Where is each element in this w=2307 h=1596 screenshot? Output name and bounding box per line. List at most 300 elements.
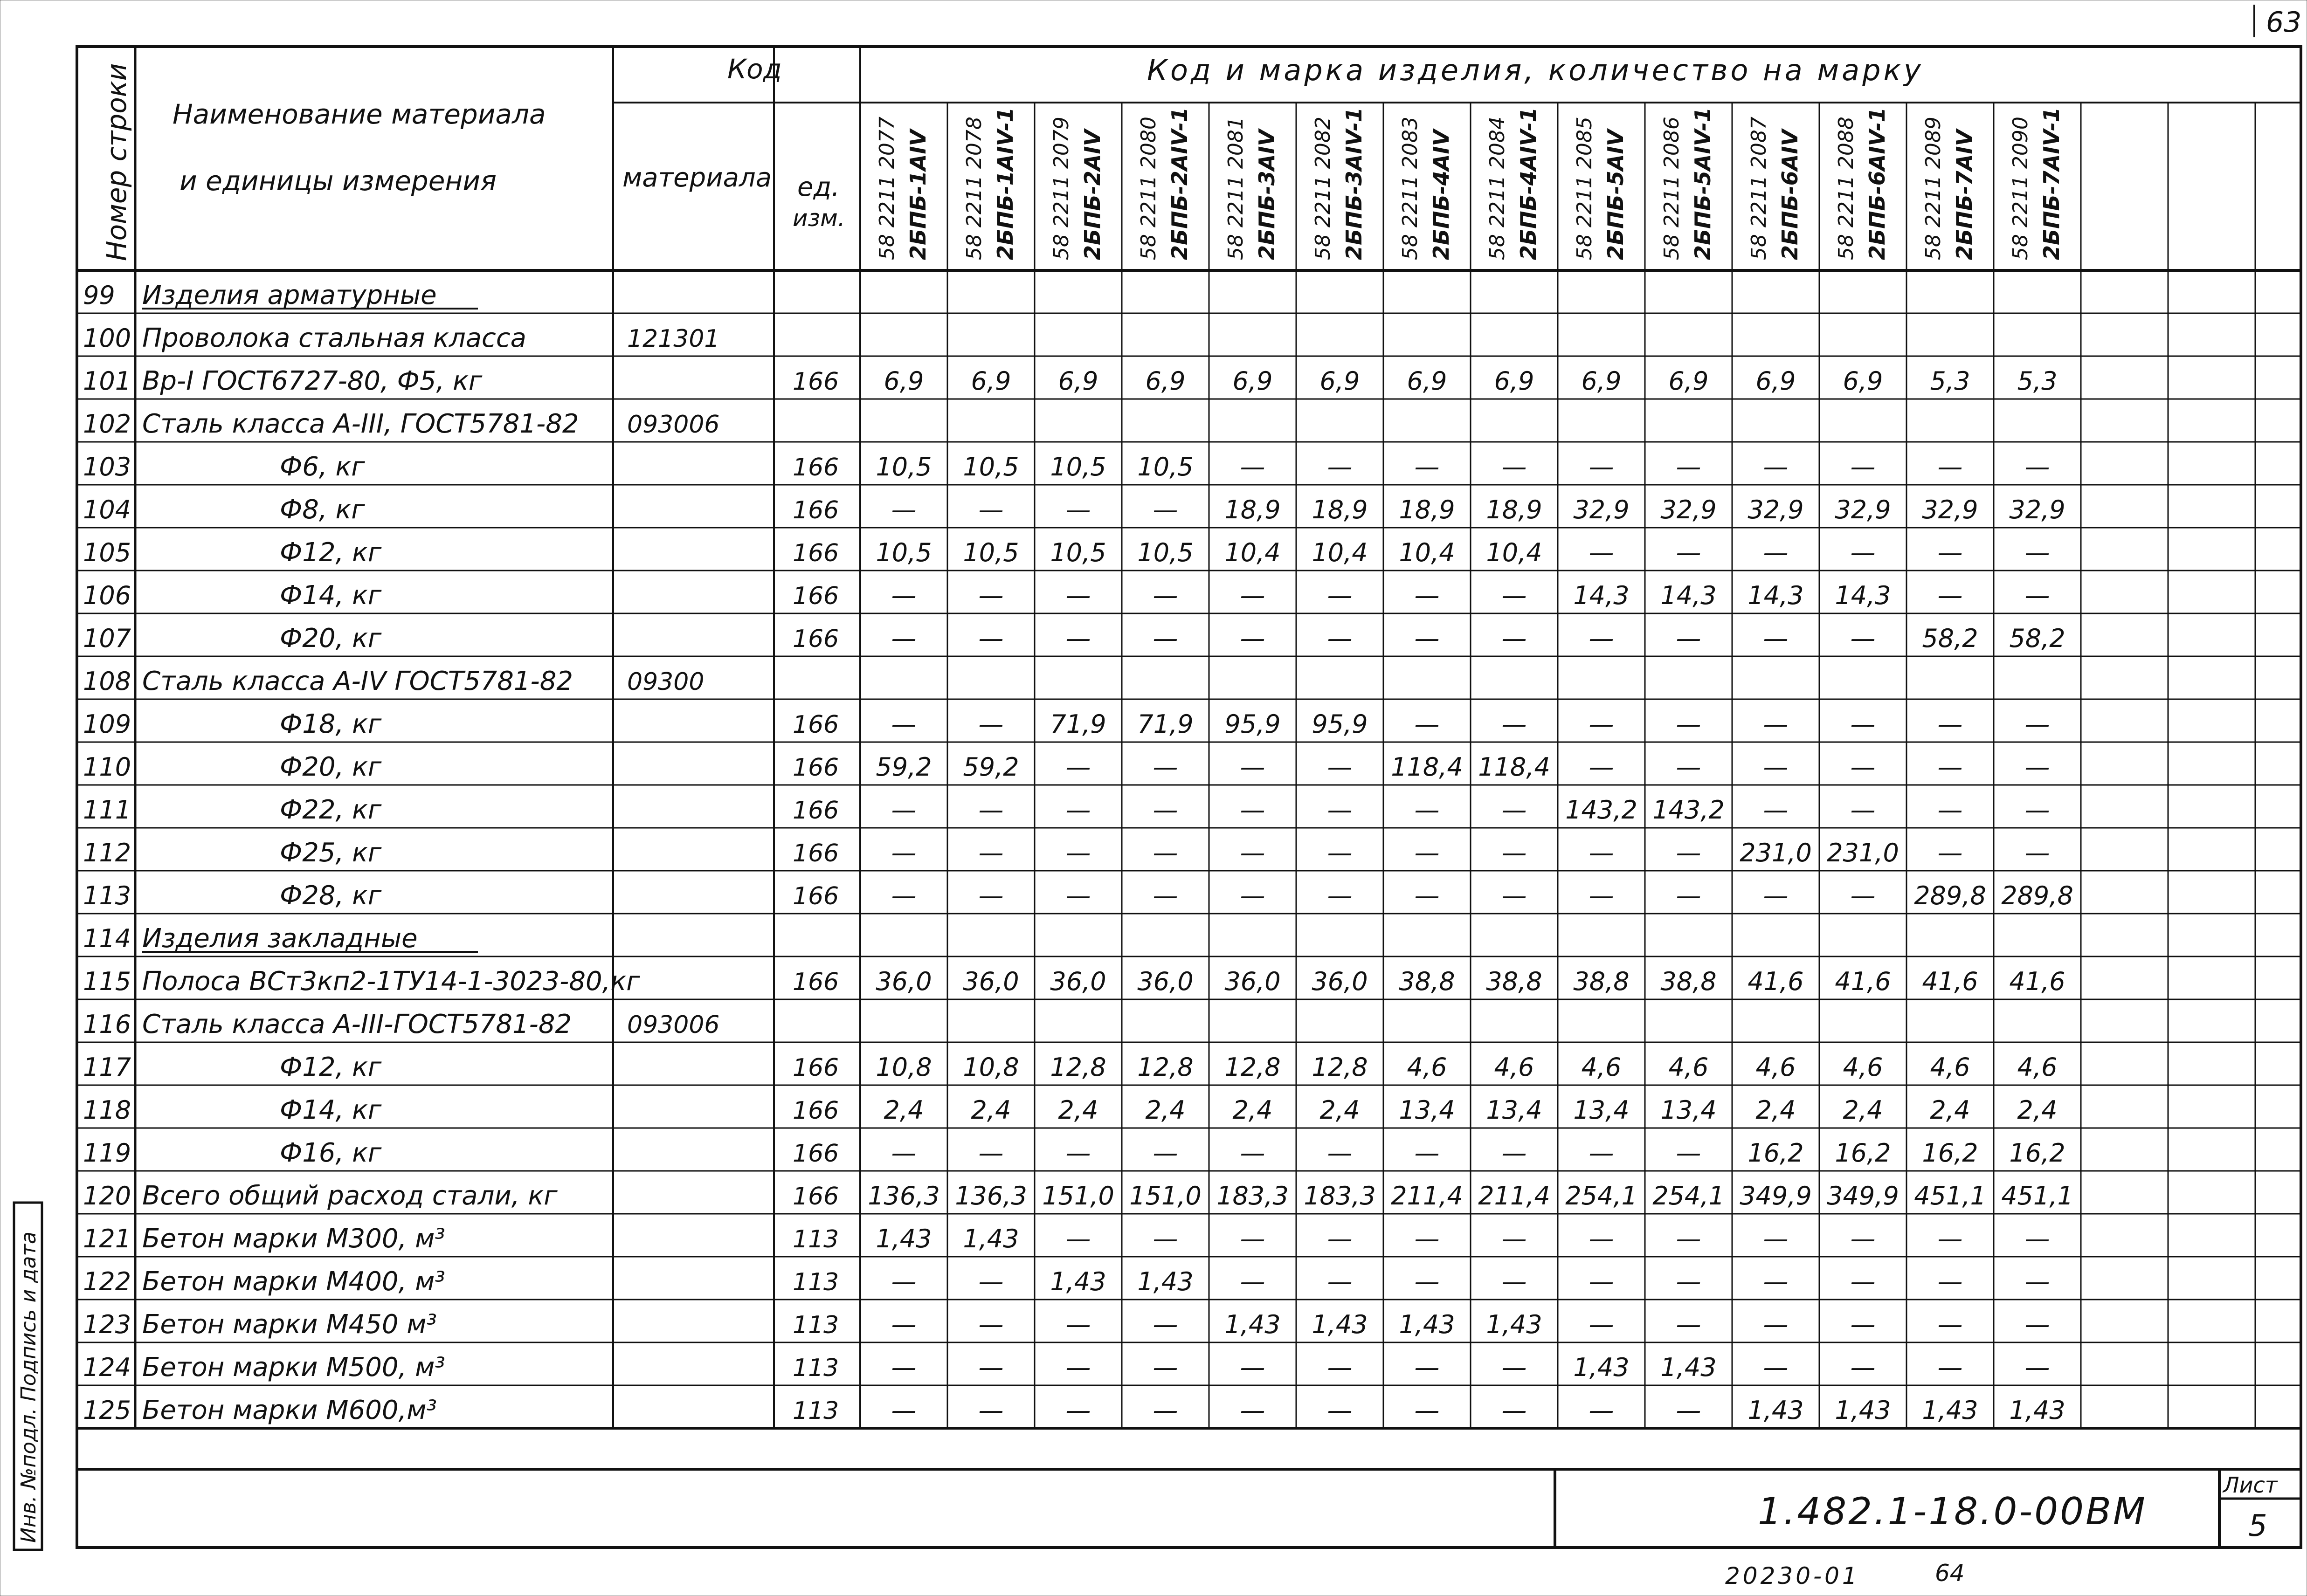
table-row bbox=[83, 280, 478, 310]
quantity-cell: — bbox=[1327, 752, 1353, 782]
material-name: Изделия арматурные bbox=[142, 280, 437, 310]
quantity-cell: — bbox=[2024, 452, 2050, 482]
quantity-cell: — bbox=[978, 581, 1004, 610]
quantity-cell: — bbox=[1240, 1224, 1265, 1253]
row-number: 106 bbox=[83, 581, 131, 610]
quantity-cell: 32,9 bbox=[1835, 495, 1891, 524]
quantity-cell: 10,4 bbox=[1312, 538, 1368, 567]
quantity-cell: — bbox=[1501, 795, 1527, 825]
quantity-cell: — bbox=[1763, 452, 1789, 482]
quantity-cell: 211,4 bbox=[1478, 1181, 1550, 1211]
row-number: 113 bbox=[83, 881, 131, 910]
quantity-cell: 32,9 bbox=[1748, 495, 1804, 524]
quantity-cell: — bbox=[1240, 1138, 1265, 1168]
unit-code: 166 bbox=[793, 797, 839, 825]
quantity-cell: — bbox=[2024, 795, 2050, 825]
side-stamp-text: Инв. №подл. Подпись и дата bbox=[17, 1231, 41, 1543]
quantity-cell: 16,2 bbox=[1835, 1138, 1891, 1168]
quantity-cell: 18,9 bbox=[1486, 495, 1542, 524]
quantity-cell: 71,9 bbox=[1050, 709, 1106, 739]
quantity-cell: 10,4 bbox=[1486, 538, 1542, 567]
row-number: 125 bbox=[83, 1396, 131, 1425]
product-code: 58 2211 2078 bbox=[962, 117, 986, 260]
unit-code: 113 bbox=[793, 1311, 839, 1339]
unit-code: 166 bbox=[793, 496, 839, 524]
quantity-cell: 32,9 bbox=[1573, 495, 1630, 524]
quantity-cell: 2,4 bbox=[1232, 1095, 1273, 1125]
quantity-cell: 14,3 bbox=[1748, 581, 1804, 610]
quantity-cell: 1,43 bbox=[1137, 1267, 1194, 1296]
quantity-cell: 12,8 bbox=[1224, 1053, 1281, 1082]
material-name: Ф16, кг bbox=[280, 1138, 382, 1168]
quantity-cell: — bbox=[1065, 1396, 1091, 1425]
product-mark: 2БПБ-5АIV-1 bbox=[1690, 107, 1715, 260]
product-code: 58 2211 2077 bbox=[875, 117, 899, 260]
row-number: 101 bbox=[83, 366, 131, 396]
product-mark: 2БПБ-1АIV bbox=[905, 129, 931, 260]
material-name: Ф14, кг bbox=[280, 1095, 382, 1125]
row-number: 102 bbox=[83, 409, 131, 439]
quantity-cell: — bbox=[891, 1138, 917, 1168]
quantity-cell: 1,43 bbox=[1660, 1353, 1717, 1382]
quantity-cell: — bbox=[1153, 881, 1178, 910]
quantity-cell: — bbox=[1065, 1310, 1091, 1339]
quantity-cell: — bbox=[2024, 1310, 2050, 1339]
unit-code: 166 bbox=[793, 625, 839, 653]
quantity-cell: — bbox=[2024, 538, 2050, 567]
quantity-cell: — bbox=[891, 495, 917, 524]
unit-code: 166 bbox=[793, 582, 839, 610]
quantity-cell: — bbox=[1850, 709, 1876, 739]
product-mark: 2БПБ-5АIV bbox=[1603, 129, 1628, 260]
quantity-cell: 10,5 bbox=[963, 452, 1019, 482]
quantity-cell: 14,3 bbox=[1835, 581, 1891, 610]
quantity-cell: 151,0 bbox=[1129, 1181, 1202, 1211]
quantity-cell: — bbox=[1850, 538, 1876, 567]
quantity-cell: — bbox=[1327, 1224, 1353, 1253]
quantity-cell: 16,2 bbox=[1922, 1138, 1978, 1168]
quantity-cell: — bbox=[1414, 838, 1440, 867]
product-mark: 2БПБ-2АIV bbox=[1080, 129, 1105, 260]
quantity-cell: 2,4 bbox=[1843, 1095, 1883, 1125]
material-name: Полоса ВСт3кп2-1ТУ14-1-3023-80,кг bbox=[142, 966, 640, 997]
quantity-cell: 38,8 bbox=[1399, 967, 1455, 996]
quantity-cell: — bbox=[891, 1310, 917, 1339]
quantity-cell: — bbox=[1414, 1353, 1440, 1382]
row-number: 116 bbox=[83, 1010, 131, 1039]
quantity-cell: — bbox=[1676, 1224, 1701, 1253]
product-code: 58 2211 2089 bbox=[1921, 117, 1945, 260]
quantity-cell: — bbox=[1589, 838, 1614, 867]
quantity-cell: — bbox=[1240, 752, 1265, 782]
quantity-cell: — bbox=[1501, 881, 1527, 910]
quantity-cell: 1,43 bbox=[1835, 1396, 1891, 1425]
quantity-cell: 41,6 bbox=[1748, 967, 1804, 996]
quantity-cell: 14,3 bbox=[1660, 581, 1717, 610]
quantity-cell: — bbox=[1589, 1267, 1614, 1296]
quantity-cell: — bbox=[1501, 581, 1527, 610]
quantity-cell: 10,5 bbox=[1050, 538, 1106, 567]
quantity-cell: — bbox=[1937, 795, 1963, 825]
row-number: 105 bbox=[83, 538, 131, 567]
quantity-cell: — bbox=[891, 624, 917, 653]
table-row bbox=[83, 580, 2050, 611]
archive-number: 20230-01 bbox=[1725, 1562, 1860, 1589]
quantity-cell: — bbox=[1240, 624, 1265, 653]
quantity-cell: — bbox=[1501, 1138, 1527, 1168]
quantity-cell: — bbox=[1065, 624, 1091, 653]
quantity-cell: 143,2 bbox=[1565, 795, 1637, 825]
row-number: 123 bbox=[83, 1310, 131, 1339]
unit-code: 166 bbox=[793, 1140, 839, 1168]
quantity-cell: — bbox=[1501, 452, 1527, 482]
quantity-cell: — bbox=[891, 709, 917, 739]
quantity-cell: 58,2 bbox=[2009, 624, 2065, 653]
quantity-cell: 4,6 bbox=[1668, 1053, 1709, 1082]
code-header: Код bbox=[727, 53, 782, 85]
material-code: 09300 bbox=[627, 668, 705, 696]
table-row bbox=[83, 366, 2057, 396]
quantity-cell: — bbox=[1937, 581, 1963, 610]
row-number: 124 bbox=[83, 1353, 131, 1382]
quantity-cell: 6,9 bbox=[1494, 366, 1534, 396]
product-code: 58 2211 2090 bbox=[2009, 117, 2032, 260]
material-name: Ф25, кг bbox=[280, 838, 382, 868]
quantity-cell: — bbox=[2024, 709, 2050, 739]
quantity-cell: — bbox=[1414, 452, 1440, 482]
quantity-cell: 4,6 bbox=[2017, 1053, 2058, 1082]
quantity-cell: — bbox=[1501, 709, 1527, 739]
quantity-cell: — bbox=[1327, 1353, 1353, 1382]
unit-code: 113 bbox=[793, 1268, 839, 1296]
material-name: Бетон марки М450 м³ bbox=[142, 1309, 437, 1340]
quantity-cell: 1,43 bbox=[1399, 1310, 1455, 1339]
unit-code: 166 bbox=[793, 1054, 839, 1082]
quantity-cell: — bbox=[1153, 495, 1178, 524]
product-mark: 2БПБ-6АIV-1 bbox=[1865, 107, 1890, 260]
table-row bbox=[83, 1395, 2065, 1425]
quantity-cell: 10,4 bbox=[1399, 538, 1455, 567]
row-number: 110 bbox=[83, 752, 131, 782]
quantity-cell: 4,6 bbox=[1581, 1053, 1622, 1082]
quantity-cell: — bbox=[1850, 1310, 1876, 1339]
quantity-cell: — bbox=[1240, 795, 1265, 825]
quantity-cell: 16,2 bbox=[1748, 1138, 1804, 1168]
quantity-cell: 254,1 bbox=[1652, 1181, 1725, 1211]
quantity-cell: — bbox=[978, 1138, 1004, 1168]
quantity-cell: 183,3 bbox=[1216, 1181, 1289, 1211]
quantity-cell: — bbox=[1937, 452, 1963, 482]
quantity-cell: — bbox=[1501, 1353, 1527, 1382]
material-name: Сталь класса А-IV ГОСТ5781-82 bbox=[142, 666, 573, 696]
quantity-cell: — bbox=[1065, 795, 1091, 825]
quantity-cell: — bbox=[1414, 1267, 1440, 1296]
material-name: Ф12, кг bbox=[280, 1052, 382, 1082]
row-number: 107 bbox=[83, 624, 131, 653]
row-number-header: Номер строки bbox=[101, 63, 132, 261]
quantity-cell: — bbox=[1676, 1310, 1701, 1339]
quantity-cell: — bbox=[1065, 495, 1091, 524]
quantity-cell: 6,9 bbox=[1407, 366, 1447, 396]
quantity-cell: 10,5 bbox=[876, 538, 932, 567]
quantity-cell: 2,4 bbox=[884, 1095, 924, 1125]
quantity-cell: 1,43 bbox=[1224, 1310, 1281, 1339]
unit-header-2: изм. bbox=[793, 205, 845, 232]
product-mark: 2БПБ-3АIV bbox=[1254, 129, 1279, 260]
quantity-cell: — bbox=[891, 1267, 917, 1296]
material-name: Бетон марки М300, м³ bbox=[142, 1224, 445, 1254]
row-number: 114 bbox=[83, 924, 131, 953]
quantity-cell: 10,5 bbox=[1137, 538, 1194, 567]
quantity-cell: — bbox=[978, 1353, 1004, 1382]
row-number: 115 bbox=[83, 967, 131, 996]
quantity-cell: 10,5 bbox=[1050, 452, 1106, 482]
product-mark: 2БПБ-7АIV bbox=[1952, 129, 1977, 260]
quantity-cell: — bbox=[1065, 1224, 1091, 1253]
quantity-cell: — bbox=[1763, 1224, 1789, 1253]
quantity-cell: 6,9 bbox=[1668, 366, 1709, 396]
unit-code: 166 bbox=[793, 882, 839, 910]
material-code: 121301 bbox=[627, 325, 720, 353]
quantity-cell: 13,4 bbox=[1660, 1095, 1717, 1125]
quantity-cell: 10,4 bbox=[1224, 538, 1281, 567]
quantity-cell: — bbox=[1501, 1267, 1527, 1296]
quantity-cell: — bbox=[1414, 795, 1440, 825]
quantity-cell: 10,8 bbox=[963, 1053, 1019, 1082]
quantity-cell: 2,4 bbox=[2017, 1095, 2058, 1125]
quantity-cell: 38,8 bbox=[1573, 967, 1630, 996]
quantity-cell: 36,0 bbox=[876, 967, 932, 996]
quantity-cell: 36,0 bbox=[963, 967, 1019, 996]
document-code: 1.482.1-18.0-00ВМ bbox=[1758, 1490, 2147, 1533]
quantity-cell: 59,2 bbox=[876, 752, 932, 782]
quantity-cell: — bbox=[1414, 581, 1440, 610]
unit-code: 166 bbox=[793, 1183, 839, 1211]
quantity-cell: — bbox=[1153, 581, 1178, 610]
quantity-cell: 6,9 bbox=[971, 366, 1011, 396]
quantity-cell: 289,8 bbox=[2001, 881, 2073, 910]
product-code: 58 2211 2086 bbox=[1660, 117, 1684, 260]
quantity-cell: 59,2 bbox=[963, 752, 1019, 782]
product-code: 58 2211 2082 bbox=[1311, 117, 1335, 260]
product-mark: 2БПБ-1АIV-1 bbox=[993, 107, 1018, 260]
quantity-cell: 32,9 bbox=[1922, 495, 1978, 524]
product-mark: 2БПБ-4АIV-1 bbox=[1516, 107, 1541, 260]
quantity-cell: 1,43 bbox=[1312, 1310, 1368, 1339]
quantity-cell: — bbox=[1327, 1138, 1353, 1168]
quantity-cell: 183,3 bbox=[1304, 1181, 1376, 1211]
quantity-cell: 14,3 bbox=[1573, 581, 1630, 610]
quantity-cell: — bbox=[1589, 709, 1614, 739]
quantity-cell: 136,3 bbox=[955, 1181, 1027, 1211]
unit-code: 166 bbox=[793, 754, 839, 782]
material-name: Ф14, кг bbox=[280, 580, 382, 611]
quantity-cell: — bbox=[1327, 1396, 1353, 1425]
quantity-cell: — bbox=[978, 624, 1004, 653]
product-code: 58 2211 2080 bbox=[1137, 117, 1160, 260]
quantity-cell: 5,3 bbox=[2017, 366, 2058, 396]
unit-code: 166 bbox=[793, 839, 839, 867]
quantity-cell: — bbox=[1414, 624, 1440, 653]
quantity-cell: 5,3 bbox=[1930, 366, 1970, 396]
unit-header: ед. bbox=[797, 172, 840, 202]
quantity-cell: — bbox=[1240, 1353, 1265, 1382]
quantity-cell: — bbox=[1937, 1267, 1963, 1296]
material-code: 093006 bbox=[627, 411, 720, 439]
product-mark: 2БПБ-3АIV-1 bbox=[1341, 107, 1367, 260]
quantity-cell: — bbox=[1153, 795, 1178, 825]
quantity-cell: — bbox=[1589, 452, 1614, 482]
quantity-cell: — bbox=[1676, 881, 1701, 910]
table-row bbox=[83, 1181, 2073, 1211]
quantity-cell: 136,3 bbox=[868, 1181, 940, 1211]
material-name: Ф20, кг bbox=[280, 623, 382, 654]
quantity-cell: — bbox=[1850, 1267, 1876, 1296]
quantity-cell: 1,43 bbox=[876, 1224, 932, 1253]
table-row bbox=[83, 623, 2065, 654]
quantity-cell: — bbox=[1240, 881, 1265, 910]
quantity-cell: — bbox=[1763, 1267, 1789, 1296]
quantity-cell: — bbox=[1327, 795, 1353, 825]
quantity-cell: — bbox=[1065, 881, 1091, 910]
quantity-cell: — bbox=[1589, 624, 1614, 653]
quantity-cell: 36,0 bbox=[1224, 967, 1281, 996]
material-name: Изделия закладные bbox=[142, 923, 418, 954]
quantity-cell: — bbox=[1676, 452, 1701, 482]
quantity-cell: — bbox=[1065, 838, 1091, 867]
quantity-cell: 4,6 bbox=[1407, 1053, 1447, 1082]
quantity-cell: — bbox=[1850, 881, 1876, 910]
quantity-cell: 1,43 bbox=[963, 1224, 1019, 1253]
quantity-cell: 4,6 bbox=[1494, 1053, 1534, 1082]
product-mark: 2БПБ-6АIV bbox=[1777, 129, 1803, 260]
quantity-cell: — bbox=[1414, 1396, 1440, 1425]
quantity-cell: 10,8 bbox=[876, 1053, 932, 1082]
table-row bbox=[83, 966, 2065, 997]
unit-code: 166 bbox=[793, 1097, 839, 1125]
quantity-cell: — bbox=[1676, 1138, 1701, 1168]
page-number: 63 bbox=[2266, 6, 2302, 39]
quantity-cell: 41,6 bbox=[2009, 967, 2065, 996]
quantity-cell: — bbox=[1937, 538, 1963, 567]
quantity-cell: — bbox=[978, 1267, 1004, 1296]
unit-code: 166 bbox=[793, 968, 839, 996]
quantity-cell: 349,9 bbox=[1740, 1181, 1812, 1211]
quantity-cell: — bbox=[1589, 881, 1614, 910]
quantity-cell: 6,9 bbox=[1319, 366, 1360, 396]
quantity-cell: 10,5 bbox=[1137, 452, 1194, 482]
quantity-cell: — bbox=[1240, 581, 1265, 610]
row-number: 111 bbox=[83, 795, 131, 825]
quantity-cell: — bbox=[1589, 1310, 1614, 1339]
quantity-cell: 1,43 bbox=[2009, 1396, 2065, 1425]
quantity-cell: — bbox=[1589, 1396, 1614, 1425]
material-name: Ф8, кг bbox=[280, 495, 365, 525]
footer-page: 64 bbox=[1935, 1560, 1965, 1587]
quantity-cell: — bbox=[1065, 1138, 1091, 1168]
quantity-cell: — bbox=[1676, 1267, 1701, 1296]
quantity-cell: 32,9 bbox=[1660, 495, 1717, 524]
quantity-cell: 18,9 bbox=[1224, 495, 1281, 524]
quantity-cell: 211,4 bbox=[1391, 1181, 1463, 1211]
quantity-cell: 36,0 bbox=[1050, 967, 1106, 996]
quantity-cell: — bbox=[1414, 881, 1440, 910]
row-number: 122 bbox=[83, 1267, 131, 1296]
material-name: Проволока стальная класса bbox=[142, 323, 526, 353]
table-row bbox=[83, 838, 2050, 868]
quantity-cell: — bbox=[1414, 709, 1440, 739]
material-name: Ф22, кг bbox=[280, 795, 382, 825]
quantity-cell: 6,9 bbox=[1058, 366, 1098, 396]
quantity-cell: — bbox=[978, 495, 1004, 524]
table-row bbox=[83, 1052, 2057, 1082]
quantity-cell: — bbox=[1676, 838, 1701, 867]
row-number: 103 bbox=[83, 452, 131, 482]
quantity-cell: — bbox=[1327, 1267, 1353, 1296]
quantity-cell: 41,6 bbox=[1922, 967, 1978, 996]
quantity-cell: 451,1 bbox=[2001, 1181, 2073, 1211]
quantity-cell: 36,0 bbox=[1137, 967, 1194, 996]
product-code: 58 2211 2087 bbox=[1747, 117, 1771, 260]
product-code: 58 2211 2081 bbox=[1224, 117, 1248, 260]
quantity-cell: 2,4 bbox=[1058, 1095, 1098, 1125]
quantity-cell: — bbox=[1240, 838, 1265, 867]
quantity-cell: 6,9 bbox=[884, 366, 924, 396]
quantity-cell: — bbox=[1065, 752, 1091, 782]
row-number: 121 bbox=[83, 1224, 131, 1253]
quantity-cell: 16,2 bbox=[2009, 1138, 2065, 1168]
row-number: 117 bbox=[83, 1053, 131, 1082]
quantity-cell: — bbox=[1414, 1138, 1440, 1168]
unit-code: 166 bbox=[793, 368, 839, 396]
quantity-cell: — bbox=[2024, 1224, 2050, 1253]
quantity-cell: — bbox=[1589, 1224, 1614, 1253]
quantity-cell: — bbox=[1850, 452, 1876, 482]
product-group-header: Код и марка изделия, количество на марку bbox=[1147, 53, 1924, 87]
quantity-cell: — bbox=[1676, 752, 1701, 782]
material-name: Ф28, кг bbox=[280, 881, 382, 911]
side-stamp bbox=[14, 1203, 42, 1550]
quantity-cell: 95,9 bbox=[1312, 709, 1368, 739]
material-code: 093006 bbox=[627, 1011, 720, 1039]
unit-code: 166 bbox=[793, 539, 839, 567]
quantity-cell: — bbox=[2024, 1353, 2050, 1382]
unit-code: 166 bbox=[793, 711, 839, 739]
material-name: Вр-I ГОСТ6727-80, Ф5, кг bbox=[142, 366, 483, 396]
quantity-cell: — bbox=[1676, 1396, 1701, 1425]
material-name-header-units: и единицы измерения bbox=[180, 165, 497, 197]
quantity-cell: — bbox=[1763, 1310, 1789, 1339]
quantity-cell: 18,9 bbox=[1312, 495, 1368, 524]
quantity-cell: — bbox=[1763, 1353, 1789, 1382]
quantity-cell: — bbox=[1153, 1224, 1178, 1253]
quantity-cell: — bbox=[1850, 624, 1876, 653]
quantity-cell: — bbox=[1501, 624, 1527, 653]
quantity-cell: — bbox=[1763, 624, 1789, 653]
quantity-cell: 2,4 bbox=[1145, 1095, 1186, 1125]
quantity-cell: 6,9 bbox=[1581, 366, 1622, 396]
quantity-cell: 143,2 bbox=[1652, 795, 1725, 825]
row-number: 100 bbox=[83, 323, 131, 353]
quantity-cell: 4,6 bbox=[1930, 1053, 1970, 1082]
quantity-cell: 58,2 bbox=[1922, 624, 1978, 653]
quantity-cell: 13,4 bbox=[1486, 1095, 1542, 1125]
material-name-header: Наименование материала bbox=[173, 98, 546, 130]
quantity-cell: 13,4 bbox=[1399, 1095, 1455, 1125]
quantity-cell: 1,43 bbox=[1486, 1310, 1542, 1339]
row-number: 112 bbox=[83, 838, 131, 867]
quantity-cell: — bbox=[978, 881, 1004, 910]
